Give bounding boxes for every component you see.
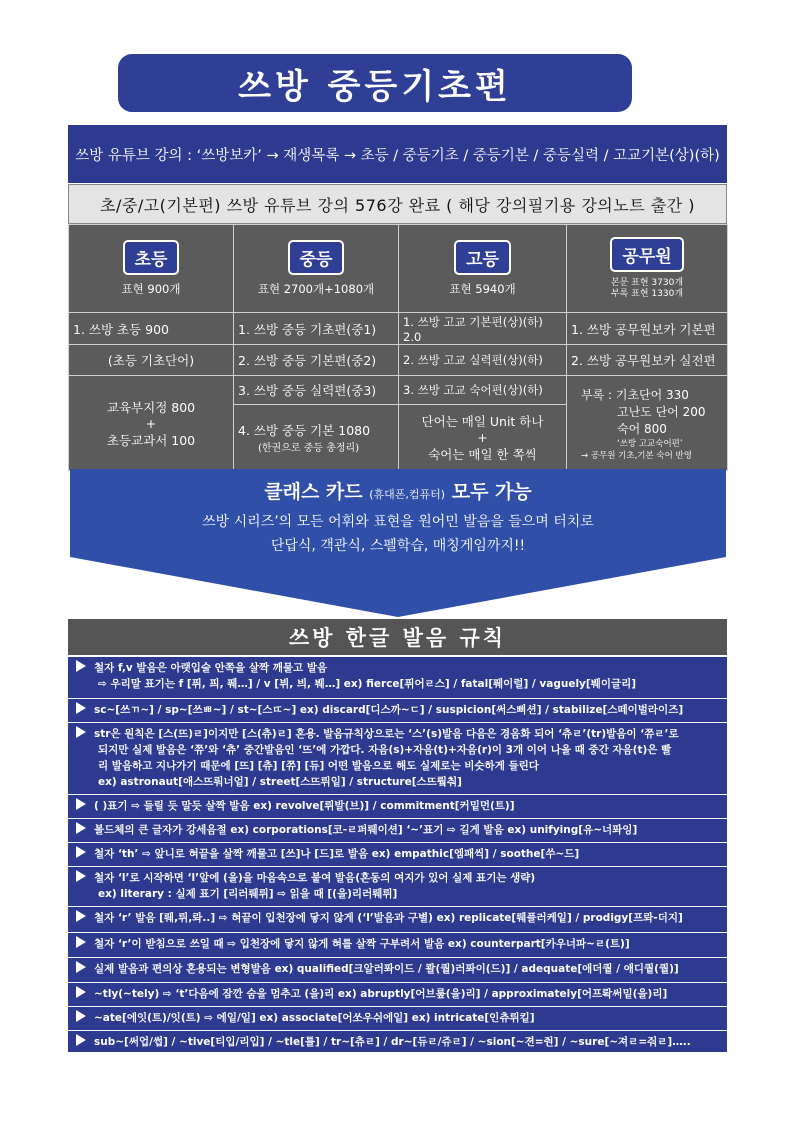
note-line: 교육부지정 800: [106, 399, 196, 415]
rule-text: 철자 ‘r’이 받침으로 쓰일 때 ⇨ 입천장에 닿지 않게 혀를 살짝 구부려서 발음 ex) counterpart[카우너파~ㄹ(트)]: [94, 938, 630, 950]
level-table: [68, 224, 728, 471]
rule-text: 실제 발음과 편의상 혼용되는 변형발음 ex) qualified[크알러퐈이드 / 콸(퀄)러퐈이(드)] / adequate[애더퀕 / 애디퀕(퀄)]: [94, 963, 679, 975]
level-badge: 고등: [454, 240, 511, 275]
level-count: 부록 표현 1330개: [610, 289, 684, 299]
card-title-main: 클래스 카드: [264, 481, 363, 503]
rule-text: ex) astronaut[애스뜨뤄너엍] / street[스뜨뤼잍] / structure[스뜨뤜춰]: [98, 776, 462, 788]
youtube-info-text: 쓰방 유튜브 강의 : ‘쓰방보카’ → 재생목록 → 초등 / 중등기초 / 중등기본 / 중등실력 / 고교기본(상)(하): [75, 147, 720, 164]
rule-line: [76, 886, 721, 902]
level-badge: 중등: [288, 240, 345, 275]
note-line: +: [145, 415, 157, 431]
book-cell: 1. 쓰방 초등 900: [69, 313, 234, 345]
rule-text: 철자 ‘l’로 시작하면 ‘l’앞에 (을)을 마음속으로 붙여 발음(혼동의 여지가 있어 실제 표기는 생략): [94, 872, 536, 884]
bullet-triangle-icon: [76, 986, 86, 998]
title-banner: [118, 54, 632, 112]
book-cell: 1. 쓰방 고교 기본편(상)(하) 2.0: [399, 313, 567, 345]
rule-text: ex) literary : 실제 표기 [리러뤠뤼] ⇨ 읽을 때 [(을)리러뤠뤼]: [98, 888, 398, 900]
rule-line: [76, 846, 721, 862]
rule-item: [68, 722, 727, 794]
rule-text: 되지만 실제 발음은 ‘쮸’와 ‘츄’ 중간발음인 ‘뜨’에 가깝다. 자음(s)+자음(t)+자음(r)이 3개 이어 나올 때 중간 자음(t)은 빨: [98, 744, 672, 756]
book-cell: 3. 쓰방 중등 실력편(중3): [234, 376, 399, 405]
appendix-line: 숙어 800: [617, 421, 667, 436]
lecture-complete-text: 초/중/고(기본편) 쓰방 유튜브 강의 576강 완료 ( 해당 강의필기용 강의노트 출간 ): [100, 195, 695, 215]
level-cell: [69, 225, 234, 313]
rule-line: [76, 986, 721, 1002]
bullet-triangle-icon: [76, 726, 86, 738]
card-title-end: 모두 가능: [451, 481, 532, 503]
book-cell: 2. 쓰방 공무원보카 실전편: [567, 345, 728, 376]
book-cell: 2. 쓰방 중등 기본편(중2): [234, 345, 399, 376]
level-cell: [567, 225, 728, 313]
rule-item: [68, 656, 727, 698]
class-card-title: [70, 477, 726, 504]
book-subtitle: (한권으로 중등 총정리): [258, 443, 360, 454]
bullet-triangle-icon: [76, 702, 86, 714]
appendix-line: ‘쓰방 고교숙어편’: [617, 438, 683, 449]
elementary-note-cell: [69, 376, 234, 471]
bullet-triangle-icon: [76, 1034, 86, 1046]
level-count: 표현 5940개: [449, 282, 516, 296]
rule-item: [68, 1030, 727, 1052]
book-title: 4. 쓰방 중등 기본 1080: [238, 423, 371, 438]
appendix-line: → 공무원 기초,기본 숙어 반영: [581, 450, 692, 461]
class-card-arrow: [70, 469, 726, 617]
tip-line: 단어는 매일 Unit 하나: [421, 414, 544, 429]
rule-item: [68, 957, 727, 982]
rule-item: [68, 866, 727, 906]
rules-title: 쓰방 한글 발음 규칙: [288, 626, 507, 650]
rule-text: sub~[써업/썹] / ~tive[티입/리입] / ~tle[틀] / tr~[츄ㄹ] / dr~[듀ㄹ/쥬ㄹ] / ~sion[~젼=줜] / ~sure[~져ㄹ=줘ㄹ]…..: [94, 1036, 691, 1048]
rule-item: [68, 932, 727, 957]
book-cell: 3. 쓰방 고교 숙어편(상)(하): [399, 376, 567, 405]
rule-text: ~tly(~tely) ⇨ ‘t’다음에 잠깐 숨을 멈추고 (을)리 ex) abruptly[어브뤂(을)리] / approximately[어프롹써밑(을)리]: [94, 988, 668, 1000]
rule-line: [76, 798, 721, 814]
rules-heading: [68, 619, 727, 655]
level-badge: 공무원: [610, 237, 683, 272]
rule-line: [76, 1034, 721, 1050]
rule-line: [76, 822, 721, 838]
rule-item: [68, 698, 727, 722]
bullet-triangle-icon: [76, 870, 86, 882]
rule-item: [68, 818, 727, 842]
rule-line: [76, 758, 721, 774]
bullet-triangle-icon: [76, 660, 86, 672]
card-title-small: (휴대폰,컴퓨터): [369, 488, 446, 501]
book-cell: 2. 쓰방 고교 실력편(상)(하): [399, 345, 567, 376]
level-cell: [399, 225, 567, 313]
rule-line: [76, 936, 721, 952]
card-line-2: 쓰방 시리즈’의 모든 어휘와 표현을 원어민 발음을 들으며 터치로: [202, 514, 594, 530]
rule-text: ⇨ 우리말 표기는 f [퓌, 픠, 풰…] / v [뷔, 븨, 붸…] ex) fierce[퓌어ㄹ스] / fatal[풰이럴] / vaguely[붸이글리]: [98, 678, 637, 690]
rule-line: [76, 660, 721, 676]
rule-text: 리 발음하고 지나가기 때문에 [뜨] [츄] [쮸] [듀] 어떤 발음으로 해도 실제로는 비슷하게 들린다: [98, 760, 539, 772]
book-cell: 1. 쓰방 중등 기초편(중1): [234, 313, 399, 345]
bullet-triangle-icon: [76, 846, 86, 858]
rule-item: [68, 906, 727, 932]
rule-line: [76, 774, 721, 790]
book-row: [69, 345, 728, 376]
rule-line: [76, 676, 721, 692]
book-cell: 1. 쓰방 공무원보카 기본편: [567, 313, 728, 345]
bullet-triangle-icon: [76, 798, 86, 810]
rule-line: [76, 1010, 721, 1026]
card-line-3: 단답식, 객관식, 스펠학습, 매칭게임까지!!: [270, 538, 526, 554]
rule-text: sc~[쓰ㄲ~] / sp~[쓰ㅃ~] / st~[스ㄸ~] ex) discard[디스까~ㄷ] / suspicion[써스삐션] / stabilize[스떼이벌라이즈]: [94, 704, 684, 716]
rule-item: [68, 842, 727, 866]
level-header-row: [69, 225, 728, 313]
rule-item: [68, 794, 727, 818]
page-title: 쓰방 중등기초편: [238, 66, 512, 107]
tip-line: +: [477, 430, 488, 445]
bullet-triangle-icon: [76, 1010, 86, 1022]
appendix-line: 고난도 단어 200: [617, 404, 706, 419]
level-count: 표현 900개: [121, 282, 181, 296]
appendix-line: 부록 : 기초단어 330: [581, 387, 689, 402]
bullet-triangle-icon: [76, 910, 86, 922]
book-cell: (초등 기초단어): [69, 345, 234, 376]
rule-text: str은 원칙은 [스(뜨)ㄹ]이지만 [스(츄)ㄹ] 혼용. 발음규칙상으로는 ‘스’(s)발음 다음은 경음화 되어 ‘츄ㄹ’(tr)발음이 ‘쮸ㄹ’로: [94, 728, 679, 740]
rule-text: ~ate[에잇(트)/잇(트) ⇨ 에잍/잍] ex) associate[어쏘우쉬에잍] ex) intricate[인츄뤼킽]: [94, 1012, 535, 1024]
bullet-triangle-icon: [76, 822, 86, 834]
level-count: 본문 표현 3730개: [610, 278, 684, 288]
rule-line: [76, 702, 721, 718]
study-tip-cell: [399, 405, 567, 471]
rule-text: 볼드체의 큰 글자가 강세음절 ex) corporations[코-ㄹ퍼뤠이션] ‘~’표기 ⇨ 길게 발음 ex) unifying[유~너퐈잉]: [94, 824, 638, 836]
bullet-triangle-icon: [76, 936, 86, 948]
bullet-triangle-icon: [76, 961, 86, 973]
appendix-cell: [567, 376, 728, 471]
tip-line: 숙어는 매일 한 쪽씩: [428, 447, 537, 462]
level-badge: 초등: [123, 240, 180, 275]
rule-line: [76, 742, 721, 758]
rule-line: [76, 870, 721, 886]
youtube-info-bar: [68, 125, 727, 183]
rule-text: 철자 ‘th’ ⇨ 앞니로 혀끝을 살짝 깨물고 [쓰]나 [드]로 발음 ex) empathic[엠패씩] / soothe[쑤~드]: [94, 848, 580, 860]
rule-line: [76, 961, 721, 977]
book-row: [69, 376, 728, 405]
rule-text: ( )표기 ⇨ 들릴 듯 말듯 살짝 발음 ex) revolve[뤼발(브)] / commitment[커밑먼(트)]: [94, 800, 515, 812]
rule-text: 철자 f,v 발음은 아랫입술 안쪽을 살짝 깨물고 발음: [94, 662, 328, 674]
lecture-complete-bar: [68, 184, 727, 224]
rule-line: [76, 726, 721, 742]
level-cell: [234, 225, 399, 313]
level-count: 표현 2700개+1080개: [257, 282, 375, 296]
rule-item: [68, 982, 727, 1006]
note-line: 초등교과서 100: [106, 432, 196, 448]
rule-item: [68, 1006, 727, 1030]
class-card-text: [70, 477, 726, 555]
rule-text: 철자 ‘r’ 발음 [뤠,뤼,롸..] ⇨ 혀끝이 입천장에 닿지 않게 (‘l’발음과 구별) ex) replicate[뤠플러케잍] / prodigy[프롸-더지]: [94, 912, 683, 924]
book-row: [69, 313, 728, 345]
book-cell: [234, 405, 399, 471]
rule-line: [76, 910, 721, 926]
